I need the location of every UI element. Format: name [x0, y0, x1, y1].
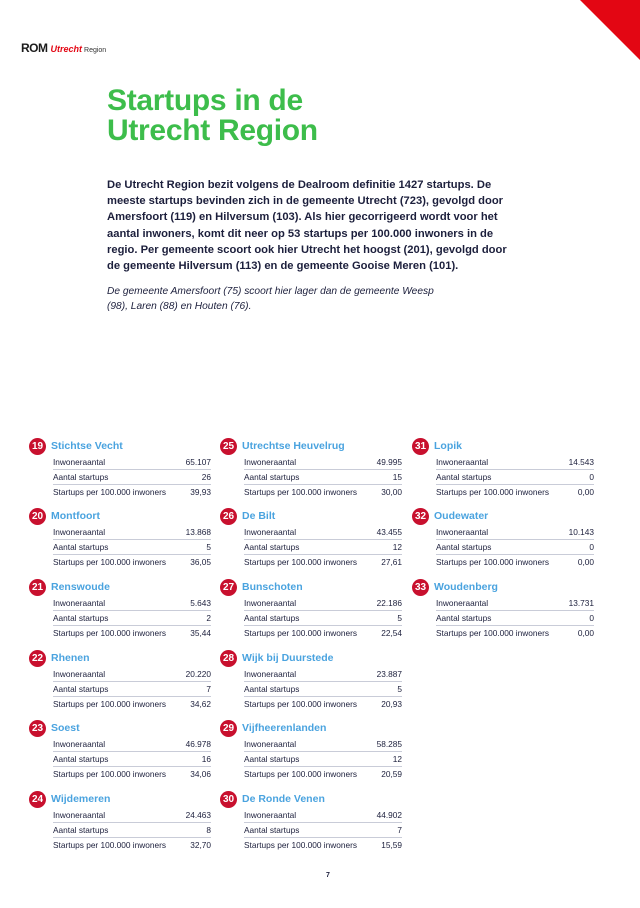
municipality-name: Renswoude [51, 581, 110, 593]
stats-table [414, 525, 594, 569]
stat-row-startups [53, 540, 211, 555]
stat-value: 30,00 [381, 487, 402, 497]
stat-row-startups [244, 540, 402, 555]
rank-badge: 24 [29, 791, 46, 808]
stat-label: Aantal startups [436, 613, 492, 623]
municipality-card [31, 508, 211, 569]
stats-table [31, 737, 211, 781]
stat-value: 27,61 [381, 557, 402, 567]
stat-value: 7 [397, 825, 402, 835]
rank-badge: 21 [29, 579, 46, 596]
stat-row-startups [436, 611, 594, 626]
card-header [414, 579, 594, 595]
municipality-card [414, 508, 594, 569]
stat-row-inhabitants [436, 525, 594, 540]
stat-row-startups [53, 470, 211, 485]
stat-value: 12 [392, 754, 402, 764]
stat-value: 23.887 [376, 669, 402, 679]
municipality-card [31, 791, 211, 852]
stat-row-per100k [436, 555, 594, 569]
stats-table [222, 808, 402, 852]
stat-label: Inwoneraantal [53, 739, 106, 749]
stat-value: 5 [397, 684, 402, 694]
stat-value: 15 [392, 472, 402, 482]
municipality-card [414, 438, 594, 499]
municipality-card [414, 579, 594, 640]
rank-badge: 26 [220, 508, 237, 525]
stat-row-startups [244, 611, 402, 626]
municipality-name: Vijfheerenlanden [242, 722, 327, 734]
stat-label: Inwoneraantal [244, 810, 297, 820]
municipality-name: Bunschoten [242, 581, 303, 593]
stats-table [222, 596, 402, 640]
stat-label: Aantal startups [244, 825, 300, 835]
stat-label: Inwoneraantal [436, 457, 489, 467]
stats-table [222, 455, 402, 499]
municipality-name: Wijk bij Duurstede [242, 652, 334, 664]
municipality-card [222, 508, 402, 569]
stat-label: Startups per 100.000 inwoners [436, 628, 550, 638]
stat-value: 58.285 [376, 739, 402, 749]
rank-badge: 23 [29, 720, 46, 737]
stat-label: Aantal startups [53, 472, 109, 482]
stat-row-inhabitants [436, 596, 594, 611]
stat-row-per100k [53, 767, 211, 781]
stat-label: Startups per 100.000 inwoners [244, 699, 358, 709]
stat-value: 24.463 [185, 810, 211, 820]
municipality-name: De Ronde Venen [242, 793, 325, 805]
stat-label: Startups per 100.000 inwoners [436, 557, 550, 567]
municipality-card [222, 438, 402, 499]
stat-value: 36,05 [190, 557, 211, 567]
stat-label: Inwoneraantal [53, 669, 106, 679]
stat-row-per100k [436, 485, 594, 499]
municipality-name: De Bilt [242, 510, 276, 522]
municipality-card [222, 579, 402, 640]
municipality-name: Rhenen [51, 652, 90, 664]
stat-label: Aantal startups [53, 613, 109, 623]
municipality-name: Soest [51, 722, 80, 734]
stat-label: Startups per 100.000 inwoners [244, 557, 358, 567]
rank-badge: 19 [29, 438, 46, 455]
municipality-card [222, 791, 402, 852]
stat-value: 5 [206, 542, 211, 552]
municipality-name: Oudewater [434, 510, 489, 522]
stat-row-startups [244, 682, 402, 697]
municipality-name: Woudenberg [434, 581, 498, 593]
stat-label: Startups per 100.000 inwoners [53, 840, 167, 850]
stat-value: 34,06 [190, 769, 211, 779]
card-header [222, 791, 402, 807]
stat-value: 10.143 [568, 527, 594, 537]
stat-row-inhabitants [53, 455, 211, 470]
stat-label: Inwoneraantal [53, 527, 106, 537]
logo-utrecht: Utrecht [50, 44, 83, 54]
stat-row-startups [436, 540, 594, 555]
stat-row-startups [244, 823, 402, 838]
stat-value: 65.107 [185, 457, 211, 467]
stats-table [222, 525, 402, 569]
stat-label: Inwoneraantal [53, 810, 106, 820]
stat-row-startups [53, 823, 211, 838]
stat-label: Aantal startups [53, 542, 109, 552]
stat-row-per100k [244, 555, 402, 569]
stat-row-per100k [436, 626, 594, 640]
rank-badge: 28 [220, 650, 237, 667]
stat-label: Startups per 100.000 inwoners [53, 557, 167, 567]
stat-row-per100k [244, 485, 402, 499]
stat-row-inhabitants [244, 667, 402, 682]
stat-row-per100k [244, 838, 402, 852]
stat-value: 43.455 [376, 527, 402, 537]
rank-badge: 31 [412, 438, 429, 455]
stat-label: Startups per 100.000 inwoners [53, 699, 167, 709]
stat-value: 14.543 [568, 457, 594, 467]
stat-label: Inwoneraantal [53, 598, 106, 608]
stat-label: Startups per 100.000 inwoners [436, 487, 550, 497]
stat-value: 0,00 [577, 487, 594, 497]
stat-label: Inwoneraantal [244, 669, 297, 679]
municipality-name: Utrechtse Heuvelrug [242, 440, 345, 452]
stat-value: 0 [589, 613, 594, 623]
stat-value: 0,00 [577, 628, 594, 638]
stat-row-per100k [244, 767, 402, 781]
stats-table [222, 667, 402, 711]
stat-value: 22.186 [376, 598, 402, 608]
stat-label: Startups per 100.000 inwoners [53, 487, 167, 497]
stat-label: Startups per 100.000 inwoners [244, 628, 358, 638]
stat-row-inhabitants [244, 455, 402, 470]
stat-row-inhabitants [436, 455, 594, 470]
stat-value: 2 [206, 613, 211, 623]
stat-row-inhabitants [53, 737, 211, 752]
stat-value: 22,54 [381, 628, 402, 638]
stat-value: 5.643 [190, 598, 211, 608]
card-header [222, 508, 402, 524]
stat-label: Inwoneraantal [436, 527, 489, 537]
stat-label: Aantal startups [53, 754, 109, 764]
stat-label: Startups per 100.000 inwoners [244, 840, 358, 850]
stat-row-per100k [53, 555, 211, 569]
card-header [414, 438, 594, 454]
stat-label: Startups per 100.000 inwoners [53, 628, 167, 638]
stat-label: Startups per 100.000 inwoners [244, 769, 358, 779]
municipality-name: Wijdemeren [51, 793, 111, 805]
rank-badge: 25 [220, 438, 237, 455]
stat-label: Aantal startups [436, 472, 492, 482]
municipality-card [31, 650, 211, 711]
stat-row-per100k [53, 697, 211, 711]
stat-label: Aantal startups [53, 825, 109, 835]
stat-label: Aantal startups [244, 472, 300, 482]
stat-label: Inwoneraantal [53, 457, 106, 467]
card-header [31, 508, 211, 524]
stat-label: Startups per 100.000 inwoners [244, 487, 358, 497]
municipality-card [31, 720, 211, 781]
municipality-name: Montfoort [51, 510, 100, 522]
rank-badge: 32 [412, 508, 429, 525]
municipality-name: Stichtse Vecht [51, 440, 123, 452]
stat-row-per100k [53, 485, 211, 499]
corner-accent [580, 0, 640, 60]
stat-label: Aantal startups [244, 754, 300, 764]
stat-value: 46.978 [185, 739, 211, 749]
stat-row-inhabitants [244, 525, 402, 540]
stat-value: 32,70 [190, 840, 211, 850]
card-header [222, 579, 402, 595]
stat-label: Inwoneraantal [244, 739, 297, 749]
stat-row-inhabitants [244, 737, 402, 752]
stat-row-startups [53, 752, 211, 767]
stat-row-startups [436, 470, 594, 485]
stat-value: 13.868 [185, 527, 211, 537]
stat-value: 0 [589, 472, 594, 482]
stats-table [31, 525, 211, 569]
stat-value: 34,62 [190, 699, 211, 709]
card-header [31, 720, 211, 736]
rank-badge: 30 [220, 791, 237, 808]
card-header [31, 650, 211, 666]
stat-value: 7 [206, 684, 211, 694]
note-paragraph: De gemeente Amersfoort (75) scoort hier lager dan de gemeente Weesp (98), Laren (88) en Houten (76). [107, 286, 434, 312]
stat-row-per100k [244, 697, 402, 711]
rom-utrecht-region-logo [21, 41, 106, 55]
stat-value: 8 [206, 825, 211, 835]
municipality-name: Lopik [434, 440, 462, 452]
stat-label: Aantal startups [436, 542, 492, 552]
stat-value: 26 [201, 472, 211, 482]
stat-row-startups [244, 470, 402, 485]
card-header [31, 579, 211, 595]
stat-label: Inwoneraantal [244, 457, 297, 467]
card-header [414, 508, 594, 524]
stats-table [31, 667, 211, 711]
stat-value: 35,44 [190, 628, 211, 638]
stat-row-inhabitants [53, 667, 211, 682]
stat-row-inhabitants [53, 596, 211, 611]
municipality-card [222, 650, 402, 711]
stat-value: 12 [392, 542, 402, 552]
stat-row-inhabitants [244, 808, 402, 823]
stat-row-startups [53, 611, 211, 626]
municipality-card [31, 438, 211, 499]
stat-value: 13.731 [568, 598, 594, 608]
stat-label: Inwoneraantal [436, 598, 489, 608]
stat-value: 0 [589, 542, 594, 552]
logo-region: Region [84, 47, 107, 54]
stat-label: Aantal startups [244, 613, 300, 623]
stats-table [31, 455, 211, 499]
stat-label: Aantal startups [53, 684, 109, 694]
stat-row-startups [244, 752, 402, 767]
rank-badge: 29 [220, 720, 237, 737]
stat-row-per100k [244, 626, 402, 640]
rank-badge: 22 [29, 650, 46, 667]
rank-badge: 27 [220, 579, 237, 596]
stat-row-inhabitants [53, 525, 211, 540]
stat-value: 49.995 [376, 457, 402, 467]
intro-paragraph: De Utrecht Region bezit volgens de Dealroom definitie 1427 startups. De meeste startups bevinden zich in de gemeente Utrecht (723), gevolgd door Amersfoort (119) en Hilversum (103). Als hier gecorrigeerd wordt voor het aantal inwoners, komt dit neer op 53 startups per 100.000 inwoners in de regio. Per gemeente scoort ook hier Utrecht het hoogst (201), gevolgd door de gemeente Hilversum (113) en de gemeente Gooise Meren (101). [107, 179, 507, 273]
stat-label: Inwoneraantal [244, 598, 297, 608]
stats-table [31, 808, 211, 852]
stat-value: 20.220 [185, 669, 211, 679]
logo-rom: ROM [21, 41, 48, 55]
stat-row-per100k [53, 626, 211, 640]
stat-label: Inwoneraantal [244, 527, 297, 537]
page-number: 7 [326, 872, 330, 879]
page-title: Startups in de Utrecht Region [107, 84, 318, 147]
stat-row-inhabitants [244, 596, 402, 611]
stats-table [31, 596, 211, 640]
stat-value: 20,93 [381, 699, 402, 709]
municipality-card [31, 579, 211, 640]
card-header [222, 720, 402, 736]
card-header [222, 650, 402, 666]
stat-value: 20,59 [381, 769, 402, 779]
card-header [31, 791, 211, 807]
stat-label: Aantal startups [244, 684, 300, 694]
stat-value: 0,00 [577, 557, 594, 567]
stats-table [414, 455, 594, 499]
card-header [31, 438, 211, 454]
rank-badge: 20 [29, 508, 46, 525]
stats-table [222, 737, 402, 781]
stat-value: 44.902 [376, 810, 402, 820]
rank-badge: 33 [412, 579, 429, 596]
card-header [222, 438, 402, 454]
stat-row-per100k [53, 838, 211, 852]
stat-value: 39,93 [190, 487, 211, 497]
stat-value: 16 [201, 754, 211, 764]
stat-row-startups [53, 682, 211, 697]
stat-value: 5 [397, 613, 402, 623]
stat-label: Aantal startups [244, 542, 300, 552]
stat-row-inhabitants [53, 808, 211, 823]
stats-table [414, 596, 594, 640]
municipality-card [222, 720, 402, 781]
stat-value: 15,59 [381, 840, 402, 850]
stat-label: Startups per 100.000 inwoners [53, 769, 167, 779]
